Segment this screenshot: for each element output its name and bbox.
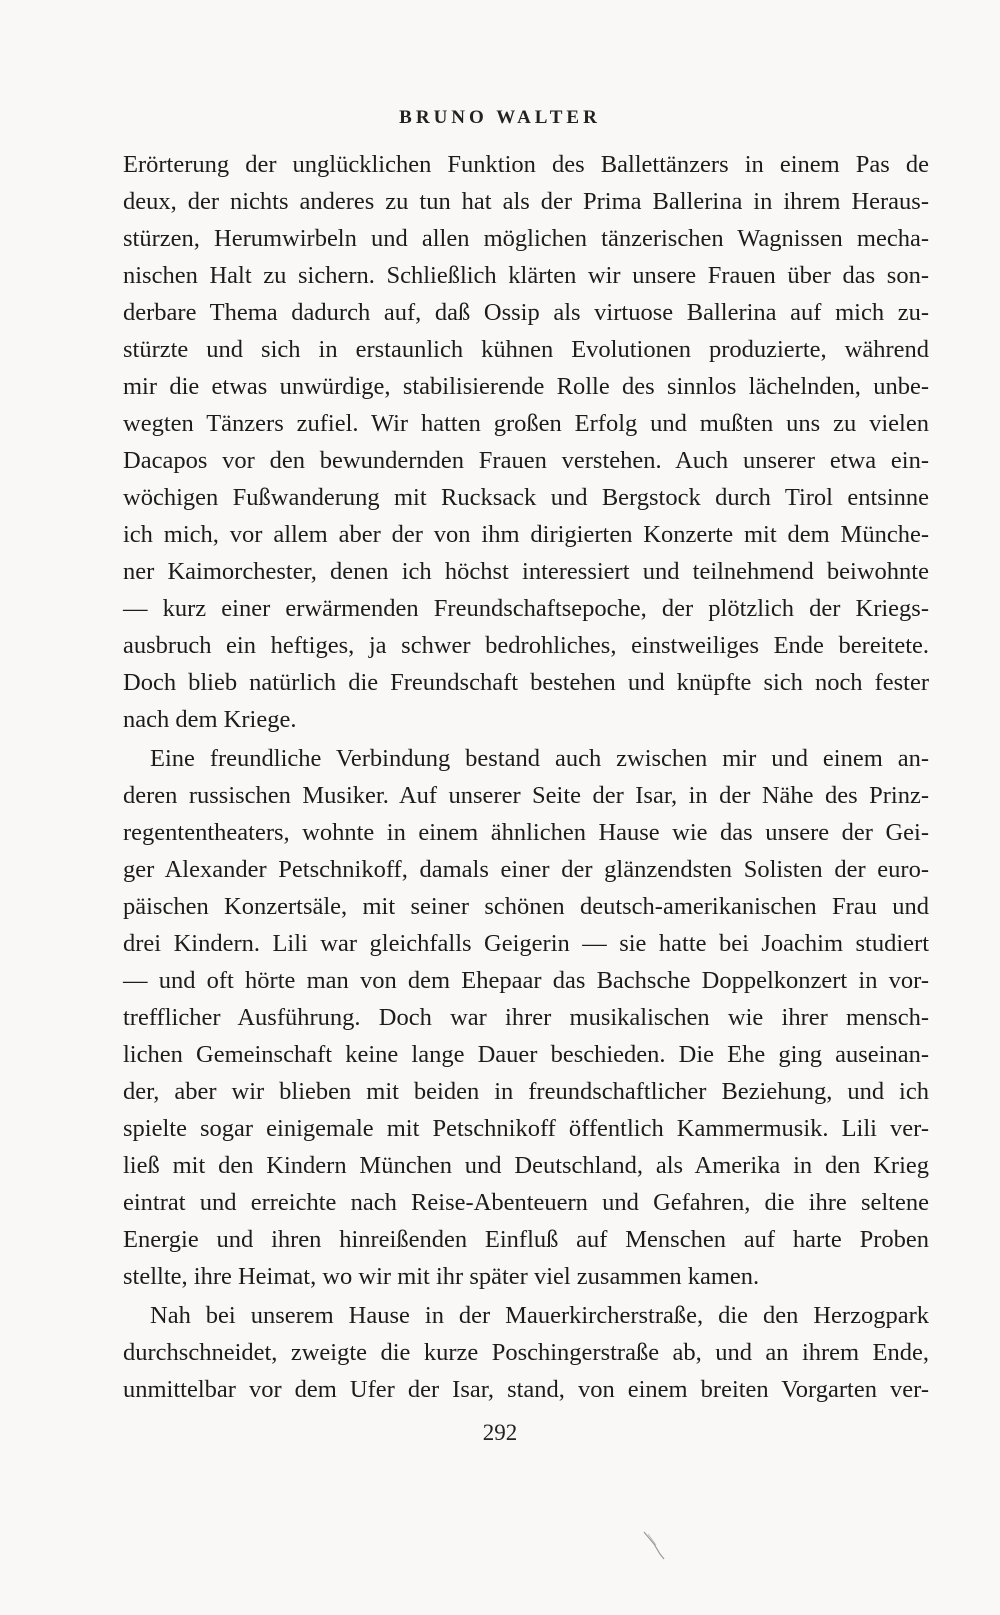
pencil-stroke-mark — [642, 1530, 668, 1560]
text-line: wöchigen Fußwanderung mit Rucksack und Bergstock durch Tirol entsinne — [123, 484, 929, 511]
text-line: nischen Halt zu sichern. Schließlich klärten wir unsere Frauen über das son- — [123, 262, 929, 289]
text-line: ger Alexander Petschnikoff, damals einer der glänzendsten Solisten der euro- — [123, 856, 929, 883]
text-line: trefflicher Ausführung. Doch war ihrer musikalischen wie ihrer mensch- — [123, 1004, 929, 1031]
text-line: mir die etwas unwürdige, stabilisierende Rolle des sinnlos lächelnden, unbe- — [123, 373, 929, 400]
text-line: nach dem Kriege. — [123, 706, 297, 733]
text-line: stürzen, Herumwirbeln und allen möglichen tänzerischen Wagnissen mecha- — [123, 225, 929, 252]
text-line: — kurz einer erwärmenden Freundschaftsepoche, der plötzlich der Kriegs- — [123, 595, 929, 622]
text-line: spielte sogar einigemale mit Petschnikoff öffentlich Kammermusik. Lili ver- — [123, 1115, 929, 1142]
text-line: Erörterung der unglücklichen Funktion des Ballettänzers in einem Pas de — [123, 151, 929, 178]
text-line: ausbruch ein heftiges, ja schwer bedrohliches, einstweiliges Ende bereitete. — [123, 632, 929, 659]
text-line: ner Kaimorchester, denen ich höchst interessiert und teilnehmend beiwohnte — [123, 558, 929, 585]
body-text — [123, 146, 929, 1408]
running-head: BRUNO WALTER — [399, 107, 601, 128]
text-line: drei Kindern. Lili war gleichfalls Geigerin — sie hatte bei Joachim studiert — [123, 930, 929, 957]
text-line: deren russischen Musiker. Auf unserer Seite der Isar, in der Nähe des Prinz- — [123, 782, 929, 809]
text-line: Nah bei unserem Hause in der Mauerkircherstraße, die den Herzogpark — [150, 1302, 929, 1329]
text-line: Eine freundliche Verbindung bestand auch zwischen mir und einem an- — [150, 745, 929, 772]
text-line: derbare Thema dadurch auf, daß Ossip als virtuose Ballerina auf mich zu- — [123, 299, 929, 326]
text-line: wegten Tänzers zufiel. Wir hatten großen Erfolg und mußten uns zu vielen — [123, 410, 929, 437]
text-line: der, aber wir blieben mit beiden in freundschaftlicher Beziehung, und ich — [123, 1078, 929, 1105]
text-line: durchschneidet, zweigte die kurze Poschingerstraße ab, und an ihrem Ende, — [123, 1339, 929, 1366]
text-line: Doch blieb natürlich die Freundschaft bestehen und knüpfte sich noch fester — [123, 669, 929, 696]
text-line: päischen Konzertsäle, mit seiner schönen deutsch-amerikanischen Frau und — [123, 893, 929, 920]
text-line: lichen Gemeinschaft keine lange Dauer beschieden. Die Ehe ging auseinan- — [123, 1041, 929, 1068]
text-line: — und oft hörte man von dem Ehepaar das Bachsche Doppelkonzert in vor- — [123, 967, 929, 994]
text-line: regententheaters, wohnte in einem ähnlichen Hause wie das unsere der Gei- — [123, 819, 929, 846]
text-line: ließ mit den Kindern München und Deutschland, als Amerika in den Krieg — [123, 1152, 929, 1179]
text-line: deux, der nichts anderes zu tun hat als der Prima Ballerina in ihrem Heraus- — [123, 188, 929, 215]
text-line: Energie und ihren hinreißenden Einfluß auf Menschen auf harte Proben — [123, 1226, 929, 1253]
text-line: eintrat und erreichte nach Reise-Abenteuern und Gefahren, die ihre seltene — [123, 1189, 929, 1216]
text-line: Dacapos vor den bewundernden Frauen verstehen. Auch unserer etwa ein- — [123, 447, 929, 474]
text-line: unmittelbar vor dem Ufer der Isar, stand, von einem breiten Vorgarten ver- — [123, 1376, 929, 1403]
page-number: 292 — [482, 1420, 518, 1445]
text-line: stürzte und sich in erstaunlich kühnen Evolutionen produzierte, während — [123, 336, 929, 363]
text-line: ich mich, vor allem aber der von ihm dirigierten Konzerte mit dem Münche- — [123, 521, 929, 548]
text-line: stellte, ihre Heimat, wo wir mit ihr später viel zusammen kamen. — [123, 1263, 760, 1290]
